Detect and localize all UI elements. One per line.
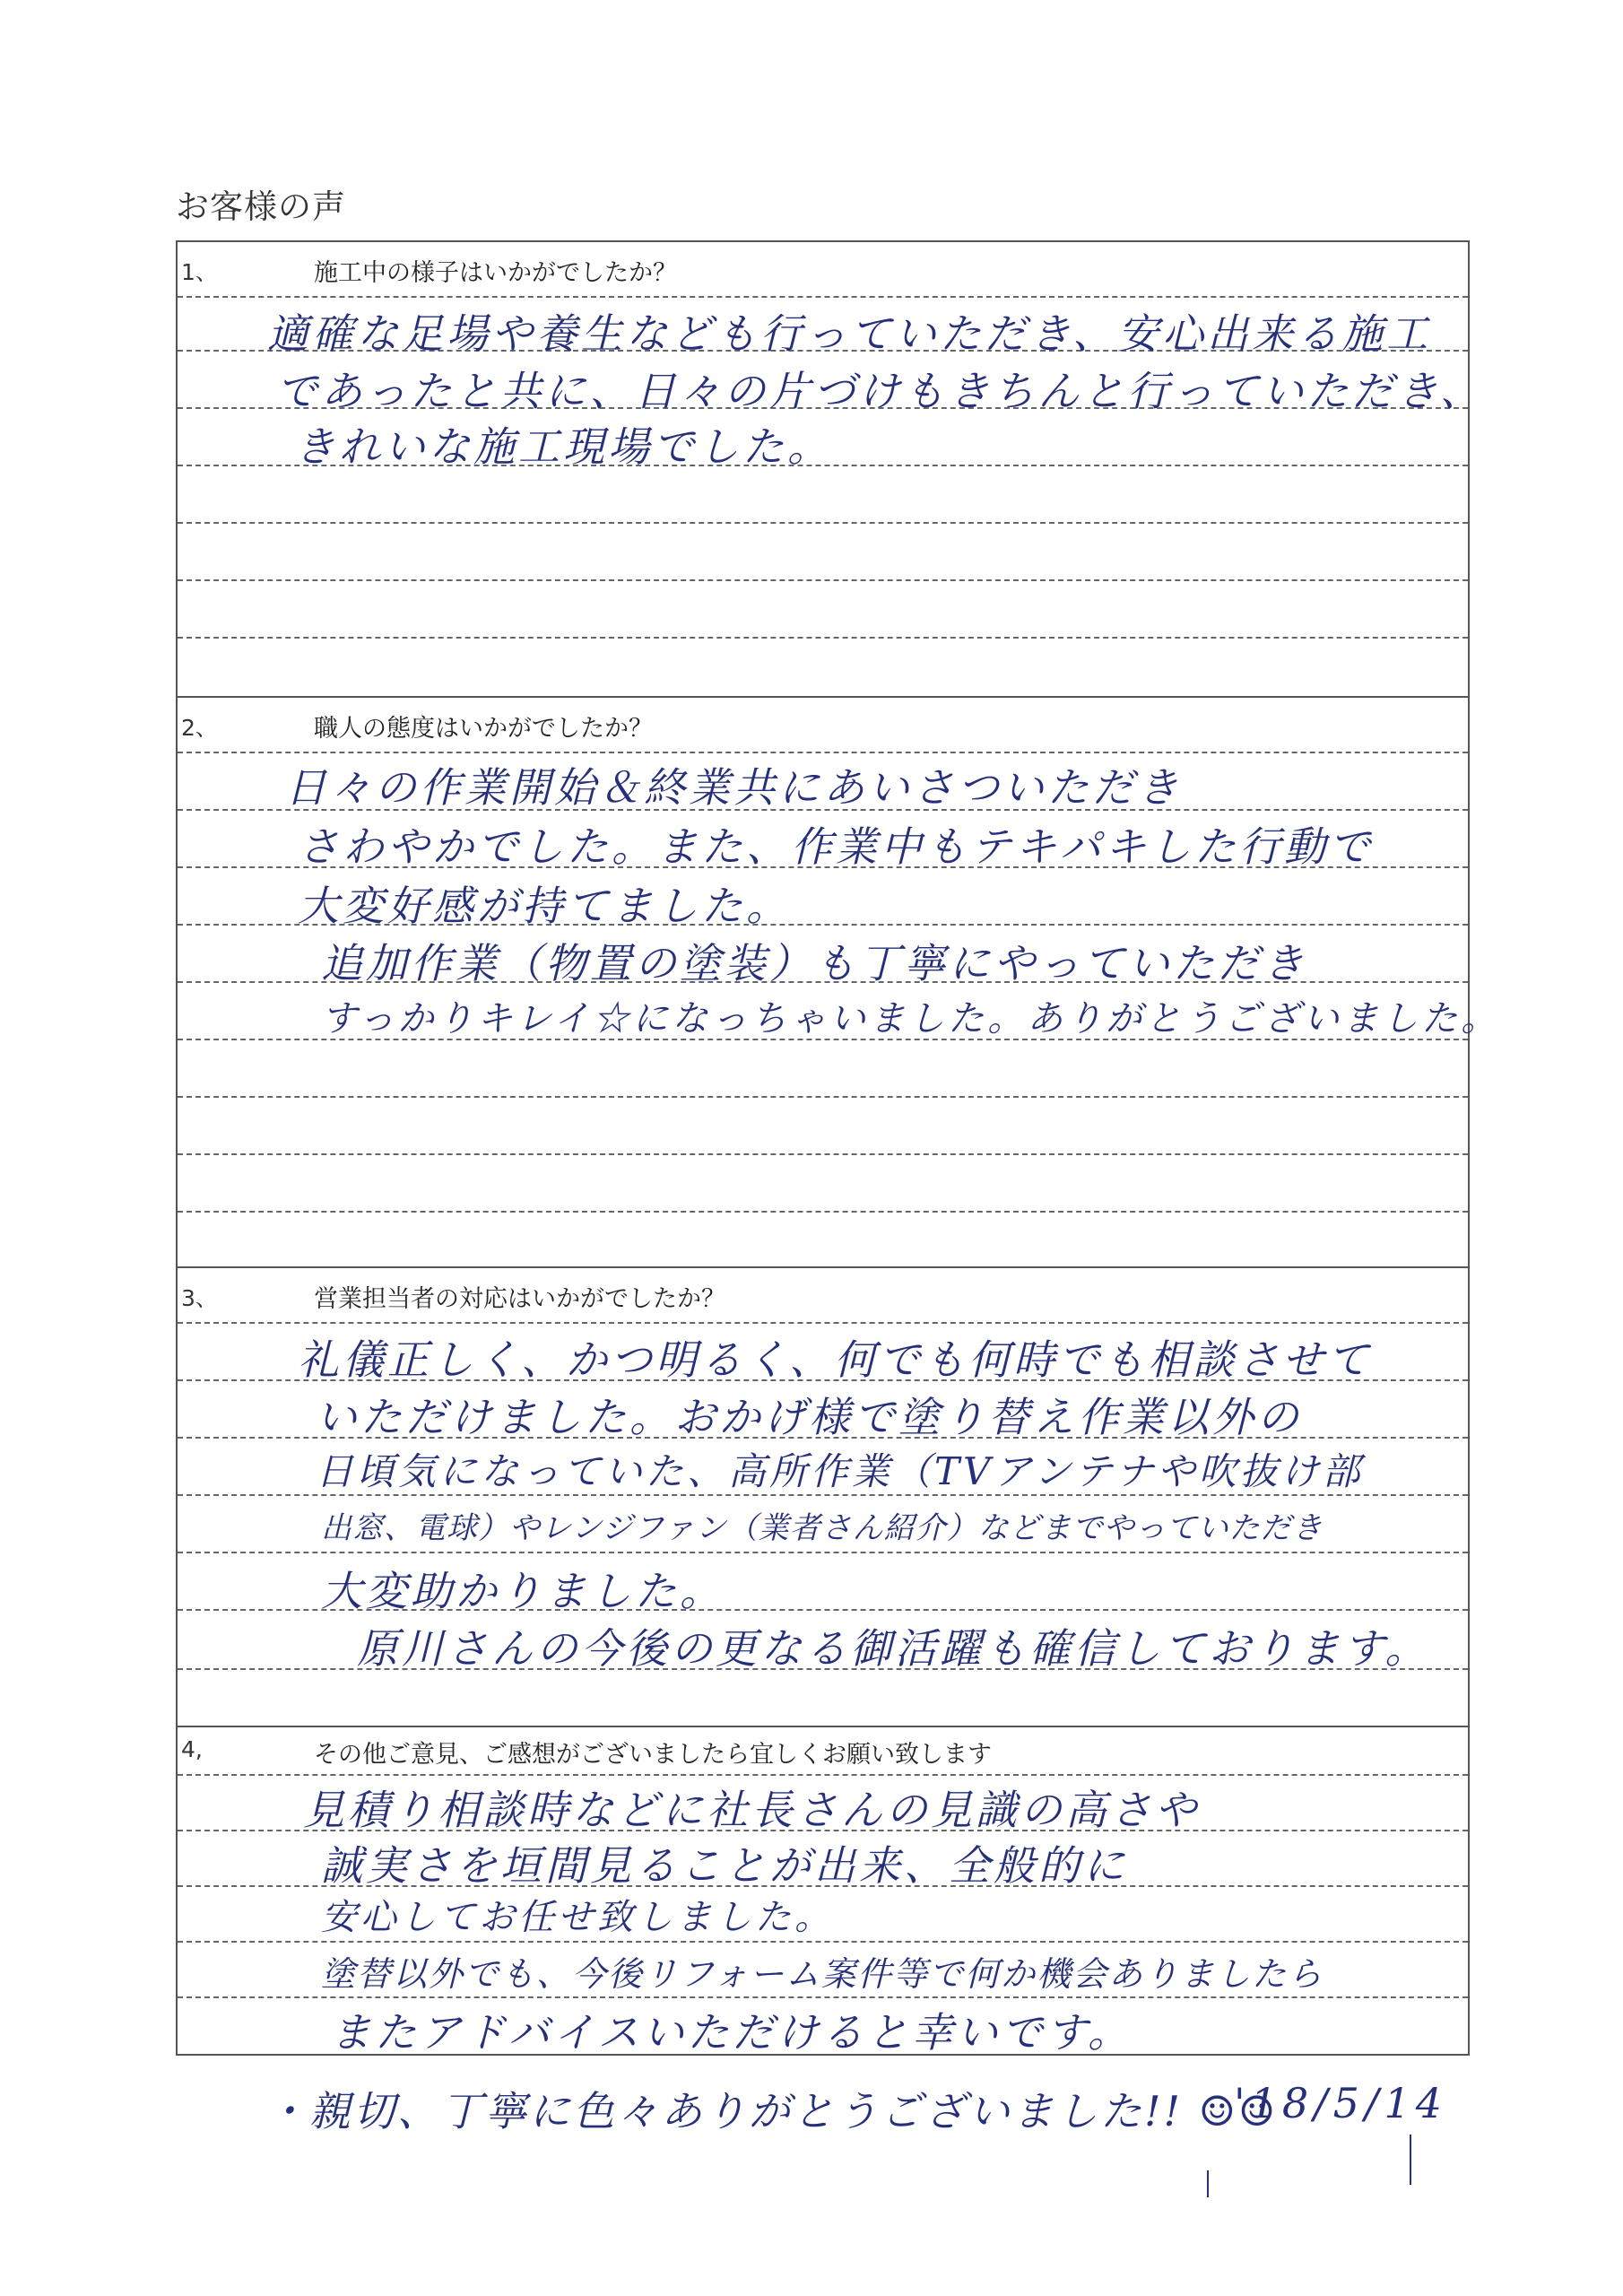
rule-line: [178, 1322, 1468, 1324]
answer-line: きれいな施工現場でした。: [294, 422, 832, 471]
answer-line: 大変助かりました。: [321, 1567, 725, 1615]
question-text: その他ご意見、ご感想がございましたら宜しくお願い致します: [314, 1741, 992, 1769]
question-number: 3、: [181, 1285, 218, 1311]
rule-line: [178, 1552, 1468, 1553]
answer-line: すっかりキレイ☆になっちゃいました。ありがとうございました。: [321, 998, 1501, 1039]
rule-line: [178, 637, 1468, 639]
rule-line: [178, 1941, 1468, 1943]
answer-line: 安心してお任せ致しました。: [321, 1897, 834, 1938]
answer-line: さわやかでした。また、作業中もテキパキした行動で: [298, 822, 1374, 871]
question-number: 2、: [181, 715, 218, 741]
rule-line: [178, 1153, 1468, 1155]
rule-line: [178, 296, 1468, 298]
answer-line: 原川さんの今後の更なる御活躍も確信しております。: [357, 1624, 1430, 1673]
rule-line: [178, 579, 1468, 581]
pen-mark: [1207, 2170, 1212, 2197]
section-3: [178, 1268, 1468, 1727]
rule-line: [178, 752, 1468, 753]
answer-line: 大変好感が持てました。: [298, 882, 791, 930]
rule-line: [178, 1211, 1468, 1213]
answer-line: 日々の作業開始＆終業共にあいさついただき: [285, 763, 1182, 812]
answer-line: いただけました。おかげ様で塗り替え作業以外の: [316, 1393, 1302, 1441]
section-2: [178, 698, 1501, 1268]
rule-line: [178, 1774, 1468, 1776]
answer-line: 誠実さを垣間見ることが出来、全般的に: [321, 1841, 1128, 1890]
answer-line: 塗替以外でも、今後リフォーム案件等で何か機会ありましたら: [321, 1954, 1324, 1994]
rule-line: [178, 522, 1468, 524]
answer-line: 出窓、電球）やレンジファン（業者さん紹介）などまでやっていただき: [321, 1510, 1324, 1546]
answer-line: 日頃気になっていた、高所作業（TVアンテナや吹抜け部: [316, 1449, 1364, 1493]
survey-form: [176, 240, 1501, 2057]
section-1: [178, 242, 1485, 698]
page-title: お客様の声: [176, 187, 346, 226]
question-text: 施工中の様子はいかがでしたか？: [314, 259, 677, 287]
rule-line: [178, 1996, 1468, 1998]
handwritten-date: '18/5/14: [1234, 2079, 1447, 2127]
section-4: [178, 1727, 1468, 2057]
answer-line: 追加作業（物置の塗装）も丁寧にやっていただき: [321, 939, 1307, 987]
question-text: 職人の態度はいかがでしたか？: [314, 715, 653, 743]
pen-mark: [1410, 2135, 1415, 2185]
question-number: 4,: [181, 1736, 203, 1762]
question-number: 1、: [181, 259, 218, 285]
answer-line: 礼儀正しく、かつ明るく、何でも何時でも相談させて: [298, 1335, 1373, 1384]
answer-line: であったと共に、日々の片づけもきちんと行っていただき、: [276, 367, 1485, 415]
answer-line: 見積り相談時などに社長さんの見識の高さや: [303, 1786, 1200, 1834]
question-text: 営業担当者の対応はいかがでしたか？: [314, 1285, 725, 1313]
closing-note: ・親切、丁寧に色々ありがとうございました!! ☺☺: [265, 2087, 1279, 2135]
answer-line: 適確な足場や養生なども行っていただき、安心出来る施工: [267, 309, 1432, 358]
answer-line: またアドバイスいただけると幸いです。: [330, 2008, 1133, 2057]
rule-line: [178, 1096, 1468, 1098]
